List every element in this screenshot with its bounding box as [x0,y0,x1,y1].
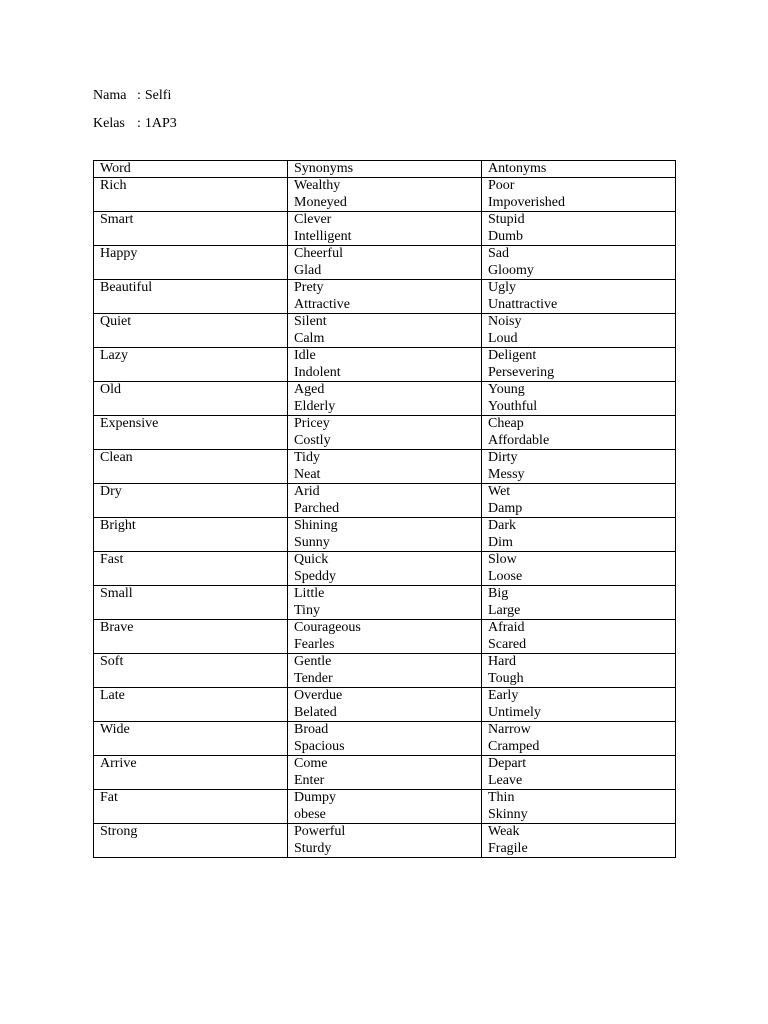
antonym-text: Dark [488,518,516,533]
table-row [94,382,676,416]
nama-label: Nama [93,88,127,103]
word-text: Small [100,586,133,601]
word-text: Late [100,688,125,703]
antonym-text: Cheap [488,416,524,431]
word-text: Happy [100,246,138,261]
antonyms-cell [482,518,676,552]
synonym-text: Arid [294,484,320,499]
synonym-text: Attractive [294,296,350,312]
synonym-text: Elderly [294,398,336,414]
synonym-text: Tender [294,670,333,686]
antonyms-cell [482,246,676,280]
nama-value: Selfi [144,88,172,103]
word-cell [94,586,288,620]
table-row [94,756,676,790]
word-cell [94,212,288,246]
word-cell [94,484,288,518]
table-row [94,450,676,484]
column-header-synonyms: Synonyms [288,161,482,178]
table-row [94,280,676,314]
antonym-text: Wet [488,484,511,499]
synonyms-cell [288,212,482,246]
word-cell [94,280,288,314]
antonym-text: Deligent [488,348,537,363]
table-row [94,518,676,552]
synonym-text: Silent [294,314,327,329]
kelas-label: Kelas [93,116,125,131]
synonym-text: Courageous [294,620,361,635]
table-row [94,790,676,824]
synonym-text: Shining [294,518,338,533]
synonym-text: Indolent [294,364,341,380]
table-row [94,246,676,280]
antonym-text: Tough [488,670,524,686]
synonyms-cell [288,518,482,552]
antonyms-cell [482,824,676,858]
antonym-text: Messy [488,466,525,482]
column-header-antonyms: Antonyms [482,161,676,178]
antonym-text: Large [488,602,521,618]
word-cell [94,790,288,824]
word-cell [94,688,288,722]
word-text: Brave [100,620,134,635]
synonym-text: Little [294,586,325,601]
table-row [94,484,676,518]
synonym-text: Powerful [294,824,346,839]
antonym-text: Weak [488,824,520,839]
word-cell [94,178,288,212]
antonym-text: Noisy [488,314,522,329]
antonym-text: Dumb [488,228,523,244]
antonyms-cell [482,620,676,654]
synonyms-cell [288,382,482,416]
synonym-text: Overdue [294,688,343,703]
antonym-text: Scared [488,636,527,652]
word-cell [94,382,288,416]
synonym-text: Aged [294,382,325,397]
antonym-text: Hard [488,654,516,669]
antonym-text: Loud [488,330,518,346]
table-row [94,722,676,756]
synonyms-cell [288,416,482,450]
antonyms-cell [482,280,676,314]
synonyms-cell [288,552,482,586]
synonym-text: Neat [294,466,321,482]
synonym-text: Enter [294,772,325,788]
synonym-text: Calm [294,330,325,346]
synonyms-cell [288,790,482,824]
synonyms-cell [288,280,482,314]
word-text: Smart [100,212,134,227]
word-text: Dry [100,484,122,499]
word-text: Fast [100,552,124,567]
table-row [94,688,676,722]
synonym-text: Clever [294,212,332,227]
table-row [94,552,676,586]
word-cell [94,518,288,552]
word-text: Quiet [100,314,132,329]
antonym-text: Unattractive [488,296,558,312]
synonyms-cell [288,688,482,722]
synonyms-cell [288,586,482,620]
antonym-text: Afraid [488,620,525,635]
antonym-text: Early [488,688,519,703]
table-row [94,586,676,620]
synonym-text: Dumpy [294,790,336,805]
table-row [94,314,676,348]
antonym-text: Young [488,382,525,397]
antonym-text: Impoverished [488,194,565,210]
word-text: Old [100,382,121,397]
synonym-text: Come [294,756,328,771]
table-row [94,654,676,688]
antonyms-cell [482,756,676,790]
word-text: Lazy [100,348,128,363]
synonyms-cell [288,348,482,382]
synonym-text: Sunny [294,534,330,550]
antonym-text: Narrow [488,722,531,737]
antonym-text: Stupid [488,212,525,227]
synonym-text: Intelligent [294,228,352,244]
antonym-text: Ugly [488,280,516,295]
table-row [94,824,676,858]
antonym-text: Persevering [488,364,555,380]
vocabulary-table [93,160,676,858]
antonym-text: Dirty [488,450,518,465]
antonym-text: Depart [488,756,527,771]
antonyms-cell [482,212,676,246]
table-row [94,620,676,654]
synonym-text: Tiny [294,602,320,618]
synonym-text: Quick [294,552,329,567]
antonyms-cell [482,654,676,688]
antonym-text: Big [488,586,509,601]
synonyms-cell [288,484,482,518]
synonym-text: Pricey [294,416,330,431]
antonyms-cell [482,416,676,450]
antonym-text: Loose [488,568,523,584]
antonym-text: Leave [488,772,523,788]
word-cell [94,654,288,688]
word-text: Expensive [100,416,159,431]
word-cell [94,722,288,756]
word-cell [94,416,288,450]
synonym-text: Spacious [294,738,345,754]
synonym-text: Moneyed [294,194,347,210]
synonym-text: Glad [294,262,322,278]
antonyms-cell [482,348,676,382]
word-cell [94,450,288,484]
word-text: Wide [100,722,130,737]
synonyms-cell [288,450,482,484]
synonym-text: Tidy [294,450,320,465]
kelas-separator: : [137,116,141,131]
antonyms-cell [482,450,676,484]
nama-line [93,87,171,105]
antonym-text: Damp [488,500,523,516]
word-cell [94,552,288,586]
synonyms-cell [288,654,482,688]
synonyms-cell [288,246,482,280]
antonym-text: Cramped [488,738,540,754]
word-text: Beautiful [100,280,153,295]
antonyms-cell [482,178,676,212]
synonym-text: Gentle [294,654,332,669]
antonym-text: Poor [488,178,515,193]
synonym-text: Wealthy [294,178,341,193]
antonym-text: Thin [488,790,515,805]
word-text: Arrive [100,756,137,771]
word-text: Rich [100,178,127,193]
antonyms-cell [482,586,676,620]
antonyms-cell [482,314,676,348]
synonyms-cell [288,756,482,790]
word-text: Fat [100,790,118,805]
table-row [94,416,676,450]
synonyms-cell [288,178,482,212]
word-text: Clean [100,450,133,465]
antonyms-cell [482,688,676,722]
kelas-value: 1AP3 [144,116,177,131]
table-row [94,212,676,246]
kelas-line [93,115,177,133]
word-cell [94,756,288,790]
antonym-text: Sad [488,246,509,261]
synonym-text: Prety [294,280,324,295]
synonym-text: Parched [294,500,340,516]
antonyms-cell [482,484,676,518]
synonyms-cell [288,620,482,654]
antonym-text: Gloomy [488,262,534,278]
antonym-text: Affordable [488,432,550,448]
synonyms-cell [288,722,482,756]
column-header-word: Word [94,161,288,178]
word-cell [94,620,288,654]
synonym-text: Fearles [294,636,335,652]
antonym-text: Dim [488,534,513,550]
table-body [94,178,676,858]
antonyms-cell [482,722,676,756]
antonyms-cell [482,382,676,416]
synonym-text: Belated [294,704,337,720]
table-row [94,178,676,212]
antonym-text: Slow [488,552,517,567]
word-text: Bright [100,518,136,533]
table-row [94,348,676,382]
word-cell [94,246,288,280]
synonym-text: Idle [294,348,316,363]
synonym-text: obese [294,806,326,822]
synonym-text: Broad [294,722,329,737]
antonym-text: Youthful [488,398,538,414]
synonyms-cell [288,824,482,858]
word-cell [94,314,288,348]
synonyms-cell [288,314,482,348]
word-cell [94,824,288,858]
synonym-text: Speddy [294,568,336,584]
table-header-row [94,161,676,178]
word-text: Soft [100,654,124,669]
synonym-text: Costly [294,432,331,448]
antonyms-cell [482,790,676,824]
synonym-text: Sturdy [294,840,332,856]
antonym-text: Fragile [488,840,528,856]
antonym-text: Skinny [488,806,528,822]
antonym-text: Untimely [488,704,541,720]
nama-separator: : [137,88,141,103]
synonym-text: Cheerful [294,246,343,261]
word-cell [94,348,288,382]
antonyms-cell [482,552,676,586]
word-text: Strong [100,824,138,839]
